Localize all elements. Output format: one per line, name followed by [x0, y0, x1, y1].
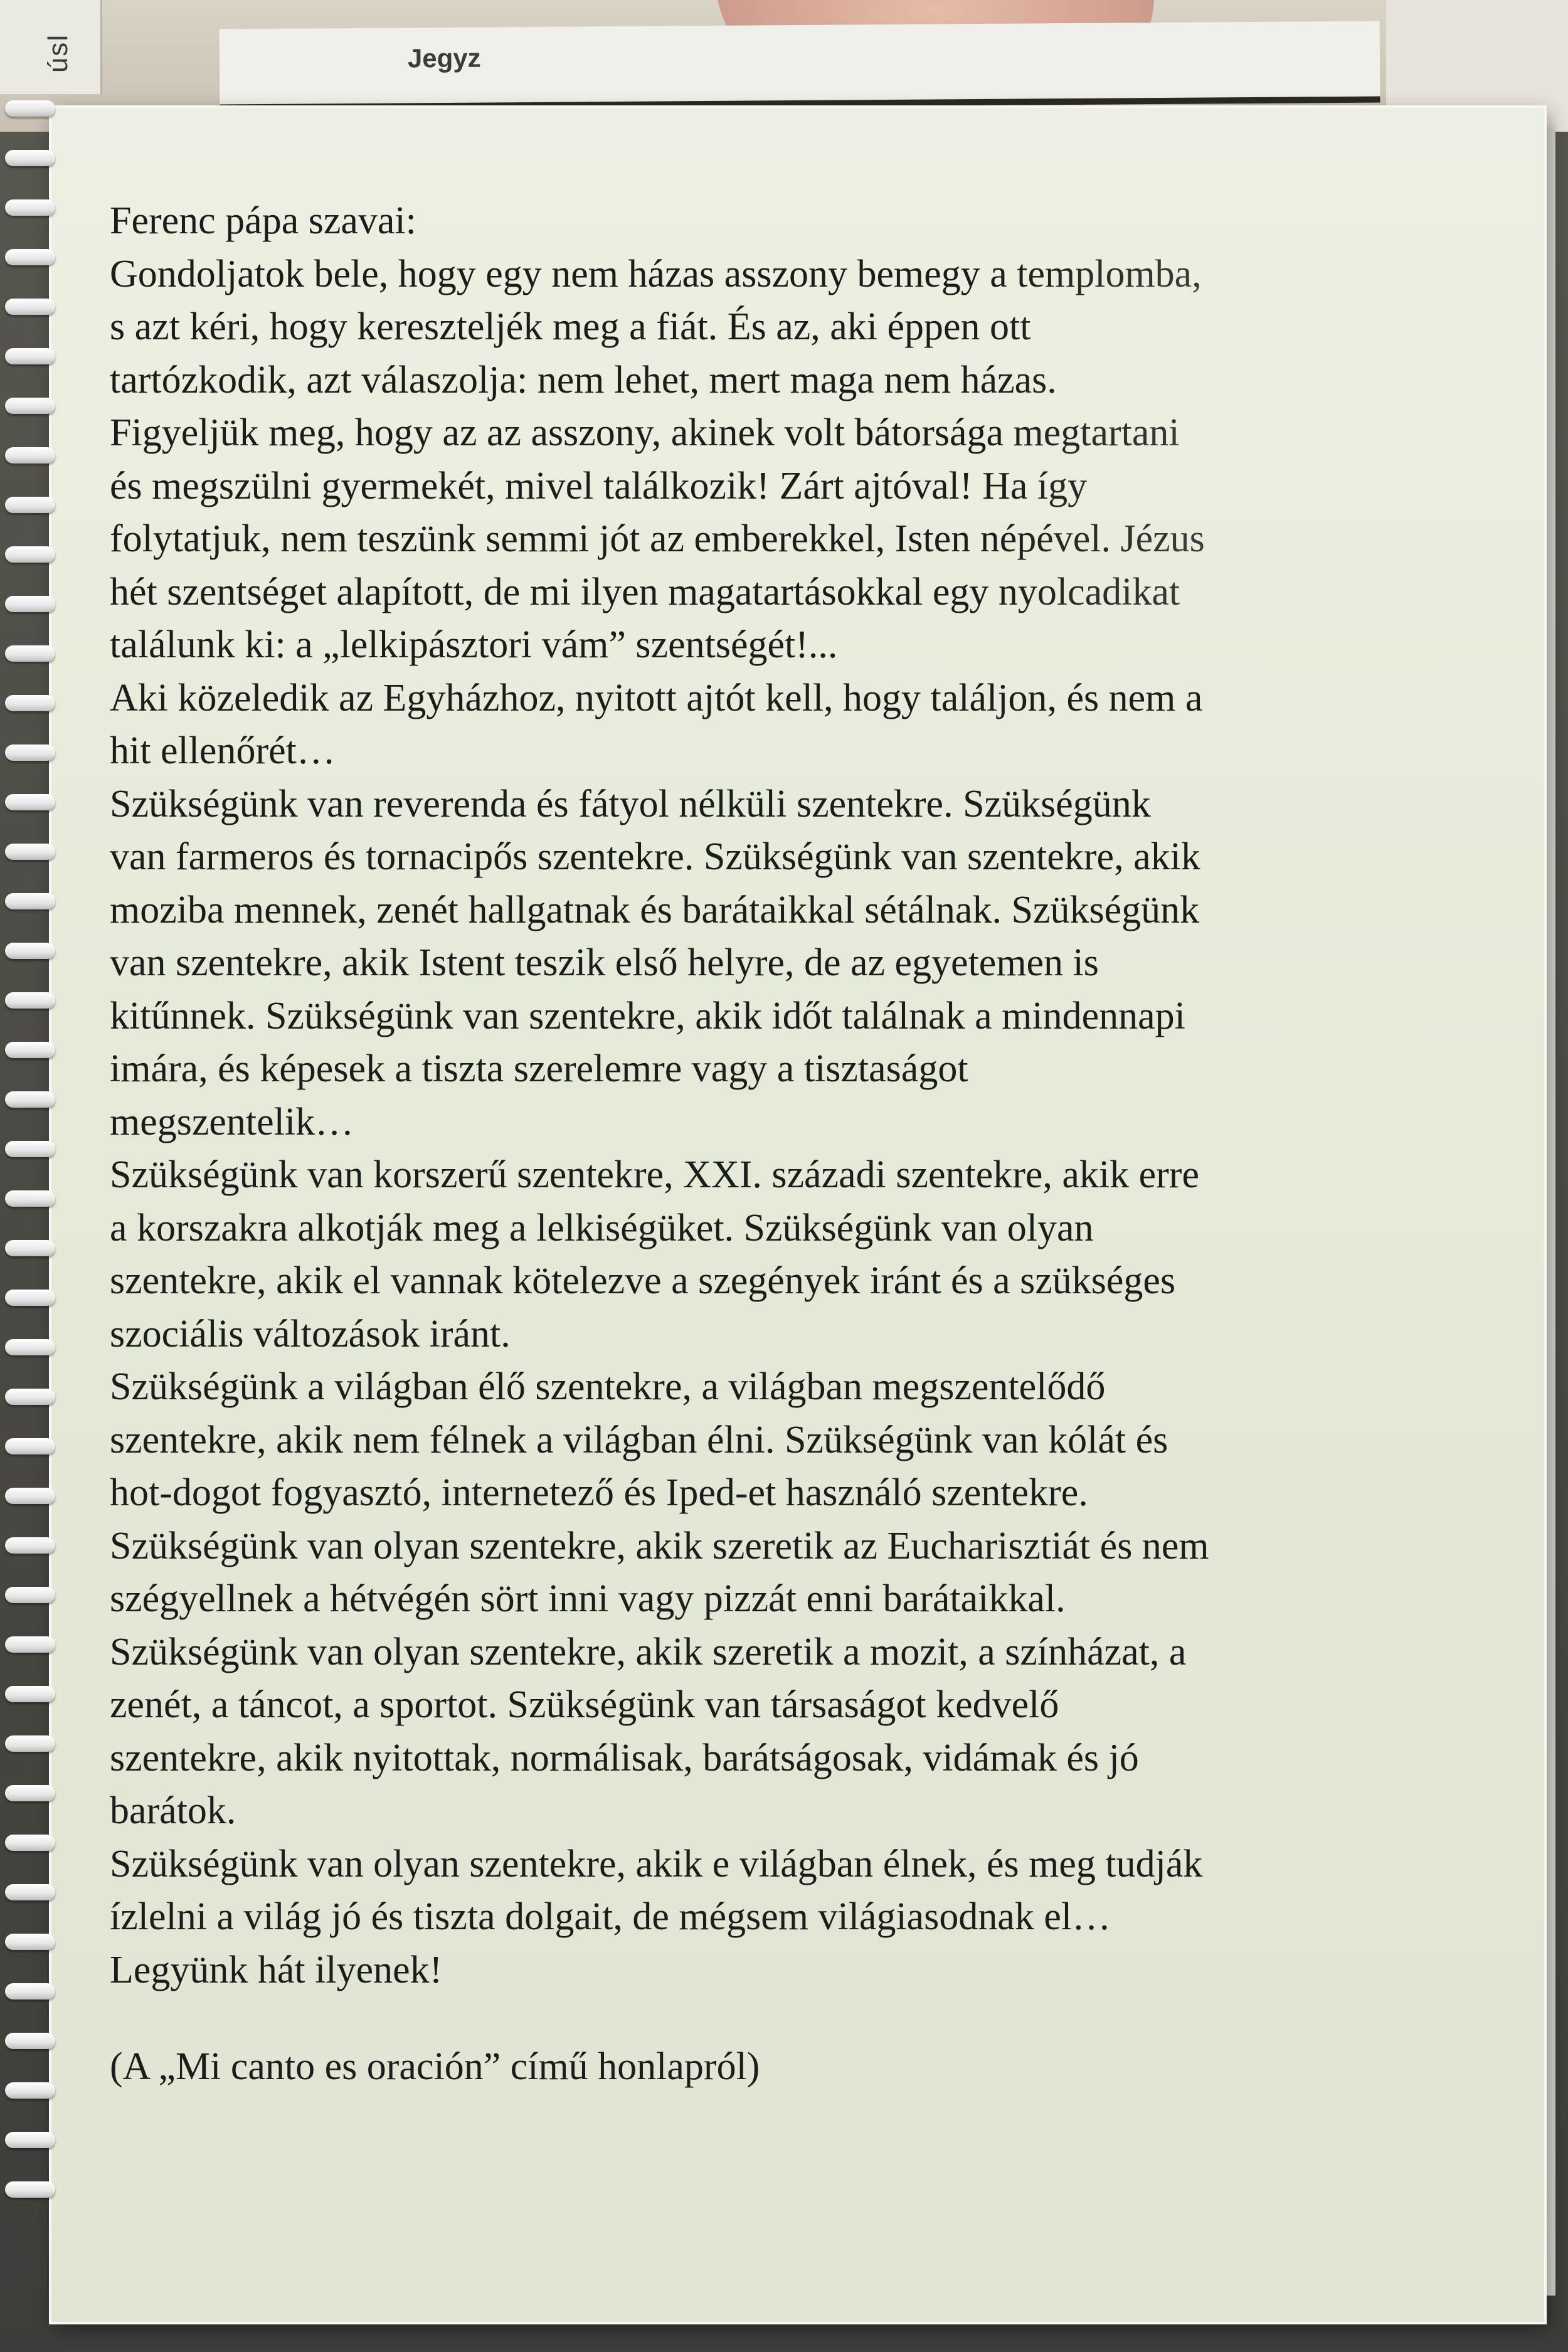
binding-coil [5, 943, 55, 959]
text-line: Szükségünk van reverenda és fátyol nélküli szentekre. Szükségünk [110, 782, 1151, 825]
source-citation: (A „Mi canto es oración” című honlapról) [110, 2045, 760, 2088]
binding-coil [5, 1686, 55, 1702]
notebook-tab-label: Jegyz [407, 43, 481, 73]
text-line: Gondoljatok bele, hogy egy nem házas asszony bemegy a templomba, [110, 248, 1527, 301]
binding-coil [5, 695, 55, 711]
text-line: megszentelik… [110, 1100, 354, 1143]
binding-coil [5, 1983, 55, 2000]
text-line: barátok. [110, 1789, 236, 1832]
binding-coil [5, 497, 55, 513]
spiral-binding [0, 100, 60, 2264]
binding-coil [5, 596, 55, 612]
text-line: Szükségünk van korszerű szentekre, XXI. századi szentekre, akik erre [110, 1153, 1199, 1196]
binding-coil [5, 1091, 55, 1108]
binding-coil [5, 1339, 55, 1355]
binding-coil [5, 992, 55, 1009]
text-line: találunk ki: a „lelkipásztori vám” szentségét!... [110, 623, 838, 666]
text-line: hit ellenőrét… [110, 729, 336, 772]
binding-coil [5, 1190, 55, 1207]
text-line: folytatjuk, nem teszünk semmi jót az emberekkel, Isten népével. Jézus [110, 512, 1527, 566]
document-heading: Ferenc pápa szavai: [110, 199, 416, 242]
text-line: Figyeljük meg, hogy az az asszony, akinek volt bátorsága megtartani [110, 406, 1527, 460]
text-line: s azt kéri, hogy kereszteljék meg a fiát. És az, aki éppen ott [110, 300, 1527, 354]
binding-coil [5, 1884, 55, 1900]
binding-coil [5, 1141, 55, 1157]
binding-coil [5, 199, 55, 216]
binding-coil [5, 348, 55, 364]
binding-coil [5, 249, 55, 265]
text-line: Szükségünk van olyan szentekre, akik e világban élnek, és meg tudják [110, 1842, 1203, 1885]
binding-coil [5, 2082, 55, 2099]
binding-coil [5, 1587, 55, 1603]
text-line: szégyellnek a hétvégén sört inni vagy pizzát enni barátaikkal. [110, 1577, 1066, 1620]
notebook-tab [220, 21, 1380, 111]
text-line: moziba mennek, zenét hallgatnak és barátaikkal sétálnak. Szükségünk [110, 888, 1200, 931]
binding-coil [5, 1636, 55, 1653]
binding-coil [5, 1240, 55, 1256]
binding-coil [5, 1438, 55, 1454]
binding-coil [5, 893, 55, 909]
text-line: Szükségünk van olyan szentekre, akik szeretik a mozit, a színházat, a [110, 1630, 1187, 1673]
paragraph-gap [110, 1996, 1527, 2040]
binding-coil [5, 1042, 55, 1058]
binding-coil [5, 1389, 55, 1405]
binding-coil [5, 2181, 55, 2198]
binding-coil [5, 744, 55, 761]
text-line: hot-dogot fogyasztó, internetező és Iped-et használó szentekre. [110, 1471, 1088, 1514]
text-line: Szükségünk van olyan szentekre, akik szeretik az Eucharisztiát és nem [110, 1524, 1209, 1567]
document-page [51, 108, 1544, 2322]
document-body [110, 194, 1527, 2094]
text-line: van farmeros és tornacipős szentekre. Szükségünk van szentekre, akik [110, 835, 1200, 878]
binding-coil [5, 546, 55, 563]
text-line: tartózkodik, azt válaszolja: nem lehet, mert maga nem házas. [110, 354, 1527, 407]
binding-coil [5, 1537, 55, 1554]
text-line: kitűnnek. Szükségünk van szentekre, akik időt találnak a mindennapi [110, 994, 1185, 1037]
binding-coil [5, 844, 55, 860]
binding-coil [5, 1934, 55, 1950]
text-line: van szentekre, akik Istent teszik első helyre, de az egyetemen is [110, 941, 1099, 984]
text-line: Aki közeledik az Egyházhoz, nyitott ajtót kell, hogy találjon, és nem a [110, 676, 1203, 719]
text-line: Legyünk hát ilyenek! [110, 1948, 443, 1991]
text-line: és megszülni gyermekét, mivel találkozik! Zárt ajtóval! Ha így [110, 460, 1527, 513]
binding-coil [5, 2132, 55, 2148]
binding-coil [5, 150, 55, 166]
binding-coil [5, 794, 55, 810]
binding-coil [5, 1290, 55, 1306]
text-line: szentekre, akik nyitottak, normálisak, barátságosak, vidámak és jó [110, 1736, 1139, 1779]
binding-coil [5, 100, 55, 117]
text-line: szentekre, akik nem félnek a világban élni. Szükségünk van kólát és [110, 1418, 1168, 1461]
binding-coil [5, 1835, 55, 1851]
text-line: Szükségünk a világban élő szentekre, a világban megszentelődő [110, 1365, 1106, 1408]
text-line: zenét, a táncot, a sportot. Szükségünk van társaságot kedvelő [110, 1683, 1059, 1726]
binding-coil [5, 447, 55, 464]
text-line: hét szentséget alapított, de mi ilyen magatartásokkal egy nyolcadikat [110, 566, 1527, 619]
binding-coil [5, 2033, 55, 2049]
text-line: ízlelni a világ jó és tiszta dolgait, de mégsem világiasodnak el… [110, 1895, 1111, 1938]
binding-coil [5, 1785, 55, 1801]
text-line: a korszakra alkotják meg a lelkiségüket. Szükségünk van olyan [110, 1206, 1094, 1249]
text-line: imára, és képesek a tiszta szerelemre vagy a tisztaságot [110, 1047, 968, 1090]
background-card [0, 0, 102, 94]
binding-coil [5, 1488, 55, 1504]
background-card-text: úsl [43, 33, 74, 73]
binding-coil [5, 645, 55, 662]
text-line: szociális változások iránt. [110, 1312, 511, 1355]
binding-coil [5, 1735, 55, 1752]
text-line: szentekre, akik el vannak kötelezve a szegények iránt és a szükséges [110, 1259, 1176, 1302]
binding-coil [5, 299, 55, 315]
binding-coil [5, 398, 55, 414]
